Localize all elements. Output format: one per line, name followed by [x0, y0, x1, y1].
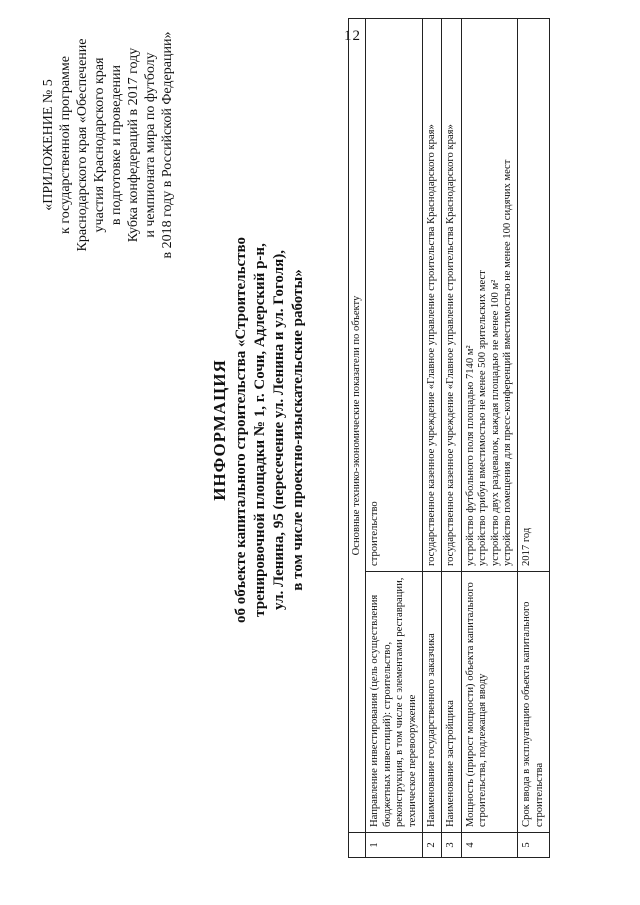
- page-number: 12: [344, 28, 361, 44]
- indicators-table: [348, 18, 550, 858]
- row-value: [518, 19, 550, 572]
- document-title: [210, 170, 308, 690]
- row-label: Направление инвестирования (цель осуществления бюджетных инвестиций): строительство, реконструкция, в том числе с элементами реставрации, техническое перевооружение: [366, 572, 423, 833]
- row-number: 2: [423, 833, 442, 858]
- row-value-line: строительство: [369, 501, 381, 566]
- row-label: Наименование государственного заказчика: [423, 572, 442, 833]
- table-header-row: [349, 19, 366, 858]
- annex-line: в 2018 году в Российской Федерации»: [160, 31, 175, 259]
- annex-block: [40, 20, 176, 270]
- table-row: [423, 19, 442, 858]
- title-line: в том числе проектно-изыскательские работы»: [290, 269, 306, 591]
- row-value-line: 2017 год: [521, 527, 533, 566]
- row-value-line: государственное казенное учреждение «Главное управление строительства Краснодарского края»: [426, 124, 438, 566]
- title-line: тренировочной площадки № 1, г. Сочи, Адлерский р-н,: [252, 243, 268, 617]
- annex-line: Кубка конфедераций в 2017 году: [126, 47, 141, 243]
- table-row: [461, 19, 518, 858]
- row-value-line: устройство двух раздевалок, каждая площадью не менее 100 м²: [489, 279, 501, 566]
- row-value-line: устройство футбольного поля площадью 7140 м²: [464, 345, 476, 566]
- header-empty-cell: [349, 833, 366, 858]
- annex-line: Краснодарского края «Обеспечение: [75, 38, 90, 252]
- row-value: [423, 19, 442, 572]
- table-row: [442, 19, 461, 858]
- row-label: Срок ввода в эксплуатацию объекта капитального строительства: [518, 572, 550, 833]
- table-row: [366, 19, 423, 858]
- row-number: 5: [518, 833, 550, 858]
- row-value-line: устройство помещения для пресс-конференций вместимостью не менее 100 сидячих мест: [502, 159, 514, 566]
- title-heading: ИНФОРМАЦИЯ: [210, 359, 229, 501]
- row-value-line: устройство трибун вместимостью не менее 500 зрительских мест: [477, 270, 489, 566]
- row-value: [442, 19, 461, 572]
- annex-line: и чемпионата мира по футболу: [143, 52, 158, 238]
- row-value: [366, 19, 423, 572]
- row-number: 1: [366, 833, 423, 858]
- title-line: об объекте капитального строительства «Строительство: [233, 236, 249, 624]
- row-value-line: государственное казенное учреждение «Главное управление строительства Краснодарского края»: [445, 124, 457, 566]
- annex-line: участия Краснодарского края: [92, 57, 107, 233]
- row-value: [461, 19, 518, 572]
- annex-line: «ПРИЛОЖЕНИЕ № 5: [41, 79, 56, 211]
- row-number: 4: [461, 833, 518, 858]
- title-line: ул. Ленина, 95 (пересечение ул. Ленина и ул. Гоголя),: [271, 250, 287, 610]
- rotated-content: [30, 10, 630, 870]
- row-label: Наименование застройщика: [442, 572, 461, 833]
- table-header: Основные технико-экономические показатели по объекту: [349, 19, 366, 833]
- annex-line: к государственной программе: [58, 56, 73, 234]
- row-number: 3: [442, 833, 461, 858]
- table-row: [518, 19, 550, 858]
- row-label: Мощность (прирост мощности) объекта капитального строительства, подлежащая вводу: [461, 572, 518, 833]
- annex-line: в подготовке и проведении: [109, 64, 124, 226]
